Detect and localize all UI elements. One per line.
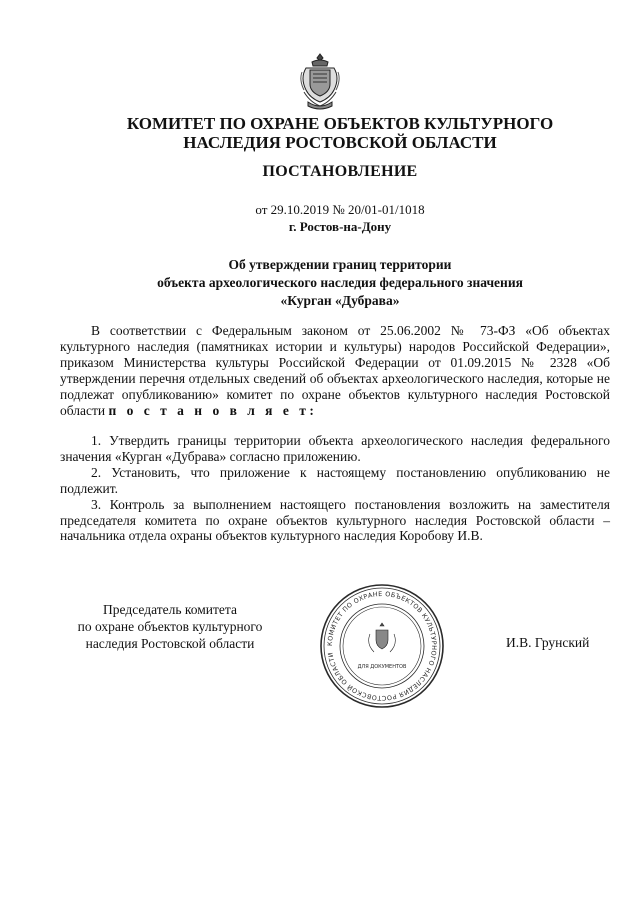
seal-inner-text: ДЛЯ ДОКУМЕНТОВ [357, 664, 407, 670]
resolution-item-3: 3. Контроль за выполнением настоящего постановления возложить на заместителя председателя комитета по охране объектов культурного наследия Ростовской области – начальника отдела охраны объектов культурного наследия Коробову И.В. [60, 496, 610, 544]
resolution-item-1: 1. Утвердить границы территории объекта археологического наследия федерального значения «Курган «Дубрава» согласно приложению. [60, 433, 610, 464]
signatory-name: И.В. Грунский [506, 635, 590, 650]
org-line-2: НАСЛЕДИЯ РОСТОВСКОЙ ОБЛАСТИ [183, 133, 497, 152]
seal-ring-text: КОМИТЕТ ПО ОХРАНЕ ОБЪЕКТОВ КУЛЬТУРНОГО НАСЛЕДИЯ РОСТОВСКОЙ ОБЛАСТИ [325, 589, 439, 703]
subject-line-2: объекта археологического наследия федерального значения [157, 275, 523, 290]
preamble-text: В соответствии с Федеральным законом от 25.06.2002 № 73-ФЗ «Об объектах культурного наследия (памятниках истории и культуры) народов Российской Федерации», приказом Министерства культуры Российской Федерации от 01.09.2015 № 2328 «Об утверждении перечня отдельных сведений об объектах археологического наследия, которые не подлежат опубликованию» комитет по охране объектов культурного наследия Ростовской области [60, 323, 610, 418]
official-seal-icon [318, 582, 446, 710]
signatory-title-line-1: Председатель комитета [103, 602, 237, 617]
resolution-item-2: 2. Установить, что приложение к настоящему постановлению опубликованию не подлежит. [60, 464, 610, 496]
decree-word: п о с т а н о в л я е т: [108, 402, 318, 418]
signatory-title-line-3: наследия Ростовской области [85, 636, 255, 651]
document-date-number: от 29.10.2019 № 20/01-01/1018 [255, 202, 425, 217]
document-city: г. Ростов-на-Дону [288, 219, 392, 234]
resolution-items [60, 433, 610, 544]
org-line-1: КОМИТЕТ ПО ОХРАНЕ ОБЪЕКТОВ КУЛЬТУРНОГО [126, 114, 554, 133]
subject-line-3: «Курган «Дубрава» [280, 293, 400, 308]
document-type-title: ПОСТАНОВЛЕНИЕ [262, 163, 418, 180]
coat-of-arms-emblem-icon [298, 52, 342, 112]
signatory-title [60, 601, 280, 652]
preamble-paragraph [60, 323, 610, 418]
subject-line-1: Об утверждении границ территории [228, 257, 452, 272]
organization-name [60, 114, 620, 152]
signatory-title-line-2: по охране объектов культурного [77, 619, 263, 634]
document-subject [60, 256, 620, 310]
